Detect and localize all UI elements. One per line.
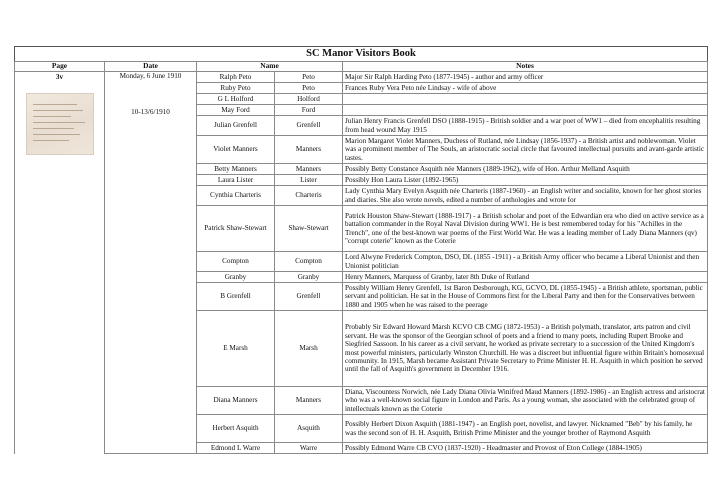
visitor-name: Ralph Peto	[197, 72, 275, 83]
visitor-surname: Charteris	[275, 186, 343, 206]
page-thumbnail-image	[26, 93, 94, 155]
visitor-notes: Marion Margaret Violet Manners, Duchess of Rutland, née Lindsay (1856-1937) - a British artist and noblewoman. Violet was a prominent member of The Souls, an aristocratic social circle that favoured intellectual pursuits and avant-garde artistic tastes.	[343, 136, 708, 164]
visitor-notes: Possibly Betty Constance Asquith née Manners (1889-1962), wife of Hon. Arthur Melland Asquith	[343, 164, 708, 175]
date-column-header: Date	[105, 62, 197, 72]
visitor-name: Ruby Peto	[197, 83, 275, 94]
visitor-name: Herbert Asquith	[197, 415, 275, 443]
visitor-notes: Possibly Herbert Dixon Asquith (1881-1947) - an English poet, novelist, and lawyer. Nicknamed "Beb" by his family, he was the second son of H. H. Asquith, British Prime Minister and the younger brother of Raymond Asquith	[343, 415, 708, 443]
visitor-name: Edmond L Warre	[197, 443, 275, 454]
visitor-surname: Manners	[275, 387, 343, 415]
visitor-name: May Ford	[197, 105, 275, 116]
visitor-notes: Diana, Viscountess Norwich, née Lady Diana Olivia Winifred Maud Manners (1892-1986) - an English actress and aristocrat who was a well-known social figure in London and Paris. As a young woman, she associated with the celebrated group of intellectuals known as the Coterie	[343, 387, 708, 415]
page-column-header: Page	[15, 62, 105, 72]
visitor-surname: Ford	[275, 105, 343, 116]
page-number: 3v	[55, 73, 64, 81]
visitor-name: B Grenfell	[197, 283, 275, 311]
visitor-name: Compton	[197, 252, 275, 272]
visitor-notes	[343, 105, 708, 116]
table-title: SC Manor Visitors Book	[15, 47, 708, 62]
visitor-surname: Warre	[275, 443, 343, 454]
visitor-name: Laura Lister	[197, 175, 275, 186]
visitor-notes: Possibly William Henry Grenfell, 1st Baron Desborough, KG, GCVO, DL (1855-1945) - a British athlete, sportsman, public servant and politician. He sat in the House of Commons first for the Liberal Party and then for the Conservatives between 1880 and 1905 when he was raised to the peerage	[343, 283, 708, 311]
visitor-name: Cynthia Charteris	[197, 186, 275, 206]
visitor-surname: Granby	[275, 272, 343, 283]
visitor-surname: Manners	[275, 164, 343, 175]
visitor-name: G L Holford	[197, 94, 275, 105]
visitor-notes: Possibly Edmond Warre CB CVO (1837-1920) - Headmaster and Provost of Eton College (1884-1905)	[343, 443, 708, 454]
visitor-notes: Julian Henry Francis Grenfell DSO (1888-1915) - British soldier and a war poet of WW1 – died from encephalitis resulting from head wound May 1915	[343, 116, 708, 136]
visitor-surname: Marsh	[275, 311, 343, 387]
visitor-surname: Grenfell	[275, 283, 343, 311]
visitor-notes: Major Sir Ralph Harding Peto (1877-1945) - author and army officer	[343, 72, 708, 83]
visitor-notes: Henry Manners, Marquess of Granby, later 8th Duke of Rutland	[343, 272, 708, 283]
visitor-surname: Holford	[275, 94, 343, 105]
visitor-surname: Peto	[275, 72, 343, 83]
visitor-surname: Peto	[275, 83, 343, 94]
visitor-name: Patrick Shaw-Stewart	[197, 206, 275, 252]
visitor-notes: Possibly Hon Laura Lister (1892-1965)	[343, 175, 708, 186]
visitor-notes: Frances Ruby Vera Peto née Lindsay - wife of above	[343, 83, 708, 94]
visitor-notes: Lady Cynthia Mary Evelyn Asquith née Charteris (1887-1960) - an English writer and socialite, known for her ghost stories and diaries. She also wrote novels, edited a number of anthologies and wrote for	[343, 186, 708, 206]
date-cell	[105, 72, 197, 454]
name-column-header: Name	[197, 62, 343, 72]
visitor-surname: Asquith	[275, 415, 343, 443]
visitor-surname: Lister	[275, 175, 343, 186]
visitor-name: Granby	[197, 272, 275, 283]
visitor-notes: Patrick Houston Shaw-Stewart (1888-1917) - a British scholar and poet of the Edwardian era who died on active service as a battalion commander in the Royal Naval Division during WW1. He is best remembered today for his "Achilles in the Trench", one of the best-known war poems of the First World War. He was a leading member of Lady Diana Manners (qv) "corrupt coterie" known as the Coterie	[343, 206, 708, 252]
page-cell	[15, 72, 105, 454]
visitor-surname: Grenfell	[275, 116, 343, 136]
visit-date-second: 10-13/6/1910	[131, 108, 170, 117]
visitor-name: Diana Manners	[197, 387, 275, 415]
visitor-name: Violet Manners	[197, 136, 275, 164]
visitor-name: Betty Manners	[197, 164, 275, 175]
visitor-notes: Lord Alwyne Frederick Compton, DSO, DL (1855 -1911) - a British Army officer who became a Liberal Unionist and then Unionist politician	[343, 252, 708, 272]
visitor-name: E Marsh	[197, 311, 275, 387]
visit-date-first: Monday, 6 June 1910	[119, 72, 182, 80]
visitor-surname: Shaw-Stewart	[275, 206, 343, 252]
visitor-surname: Manners	[275, 136, 343, 164]
visitor-surname: Compton	[275, 252, 343, 272]
visitors-table	[14, 46, 708, 454]
visitor-name: Julian Grenfell	[197, 116, 275, 136]
visitor-notes: Probably Sir Edward Howard Marsh KCVO CB CMG (1872-1953) - a British polymath, translator, arts patron and civil servant. He was the sponsor of the Georgian school of poets and a friend to many poets, including Rupert Brooke and Siegfried Sassoon. In his career as a civil servant, he worked as private secretary to a succession of the United Kingdom's most powerful ministers, particularly Winston Churchill. He was a discreet but influential figure within Britain's homosexual community. In 1915, Marsh became Assistant Private Secretary to Prime Minister H. H. Asquith in which position he served until the fall of Asquith's government in December 1916.	[343, 311, 708, 387]
notes-column-header: Notes	[343, 62, 708, 72]
visitor-notes	[343, 94, 708, 105]
